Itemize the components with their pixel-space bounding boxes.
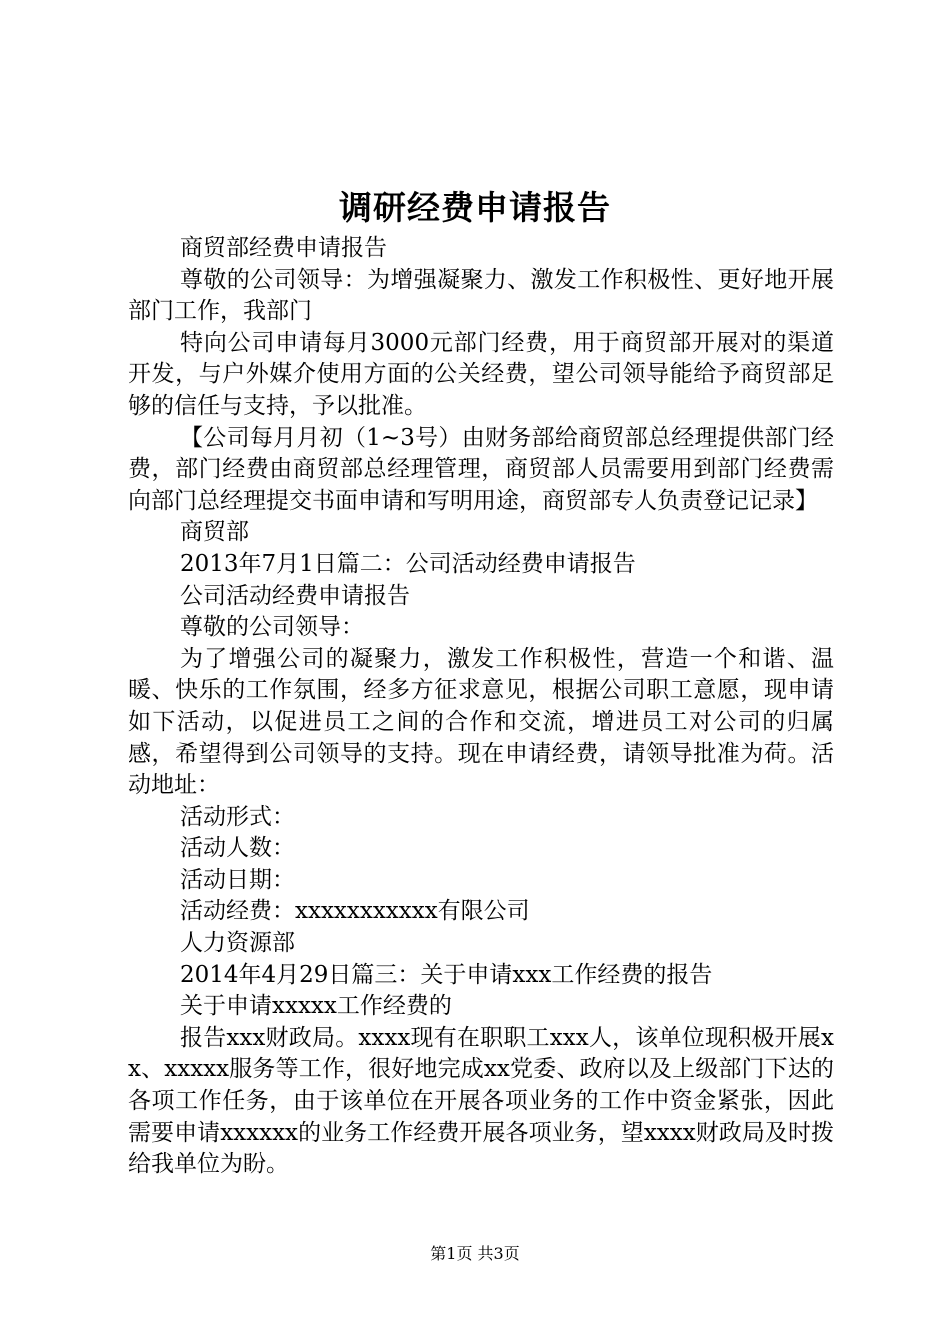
paragraph: 2013年7月1日篇二：公司活动经费申请报告 xyxy=(180,550,636,577)
paragraph: 尊敬的公司领导： xyxy=(180,614,364,641)
paragraph: 人力资源部 xyxy=(180,930,295,957)
paragraph: 报告xxx财政局。xxxx现有在职职工xxx人，该单位现积极开展xx、xxxxx服务等工作，很好地完成xx党委、政府以及上级部门下达的各项工作任务，由于该单位在开展各项业务的工作中资金紧张，因此需要申请xxxxxx的业务工作经费开展各项业务，望xxxx财政局及时拨给我单位为盼。 xyxy=(128,1024,834,1178)
paragraph: 公司活动经费申请报告 xyxy=(180,582,410,609)
paragraph: 【公司每月月初（1~3号）由财务部给商贸部总经理提供部门经费，部门经费由商贸部总经理管理，商贸部人员需要用到部门经费需向部门总经理提交书面申请和写明用途，商贸部专人负责登记记录】 xyxy=(128,424,834,514)
document-body xyxy=(128,233,834,1181)
paragraph: 活动经费：xxxxxxxxxxx有限公司 xyxy=(180,898,530,925)
paragraph: 关于申请xxxxx工作经费的 xyxy=(180,993,452,1020)
document-title: 调研经费申请报告 xyxy=(339,188,611,227)
paragraph: 2014年4月29日篇三：关于申请xxx工作经费的报告 xyxy=(180,961,713,988)
paragraph: 活动日期： xyxy=(180,866,295,893)
paragraph: 为了增强公司的凝聚力，激发工作积极性，营造一个和谐、温暖、快乐的工作氛围，经多方征求意见，根据公司职工意愿，现申请如下活动，以促进员工之间的合作和交流，增进员工对公司的归属感，希望得到公司领导的支持。现在申请经费，请领导批准为荷。活动地址： xyxy=(128,645,834,799)
paragraph: 活动形式： xyxy=(180,803,295,830)
paragraph: 活动人数： xyxy=(180,835,295,862)
paragraph: 尊敬的公司领导：为增强凝聚力、激发工作积极性、更好地开展部门工作，我部门 xyxy=(128,266,834,325)
page-footer: 第1页 共3页 xyxy=(430,1244,520,1263)
paragraph: 特向公司申请每月3000元部门经费，用于商贸部开展对的渠道开发，与户外媒介使用方面的公关经费，望公司领导能给予商贸部足够的信任与支持，予以批准。 xyxy=(128,329,834,419)
paragraph: 商贸部 xyxy=(180,519,249,546)
paragraph: 商贸部经费申请报告 xyxy=(180,235,387,261)
